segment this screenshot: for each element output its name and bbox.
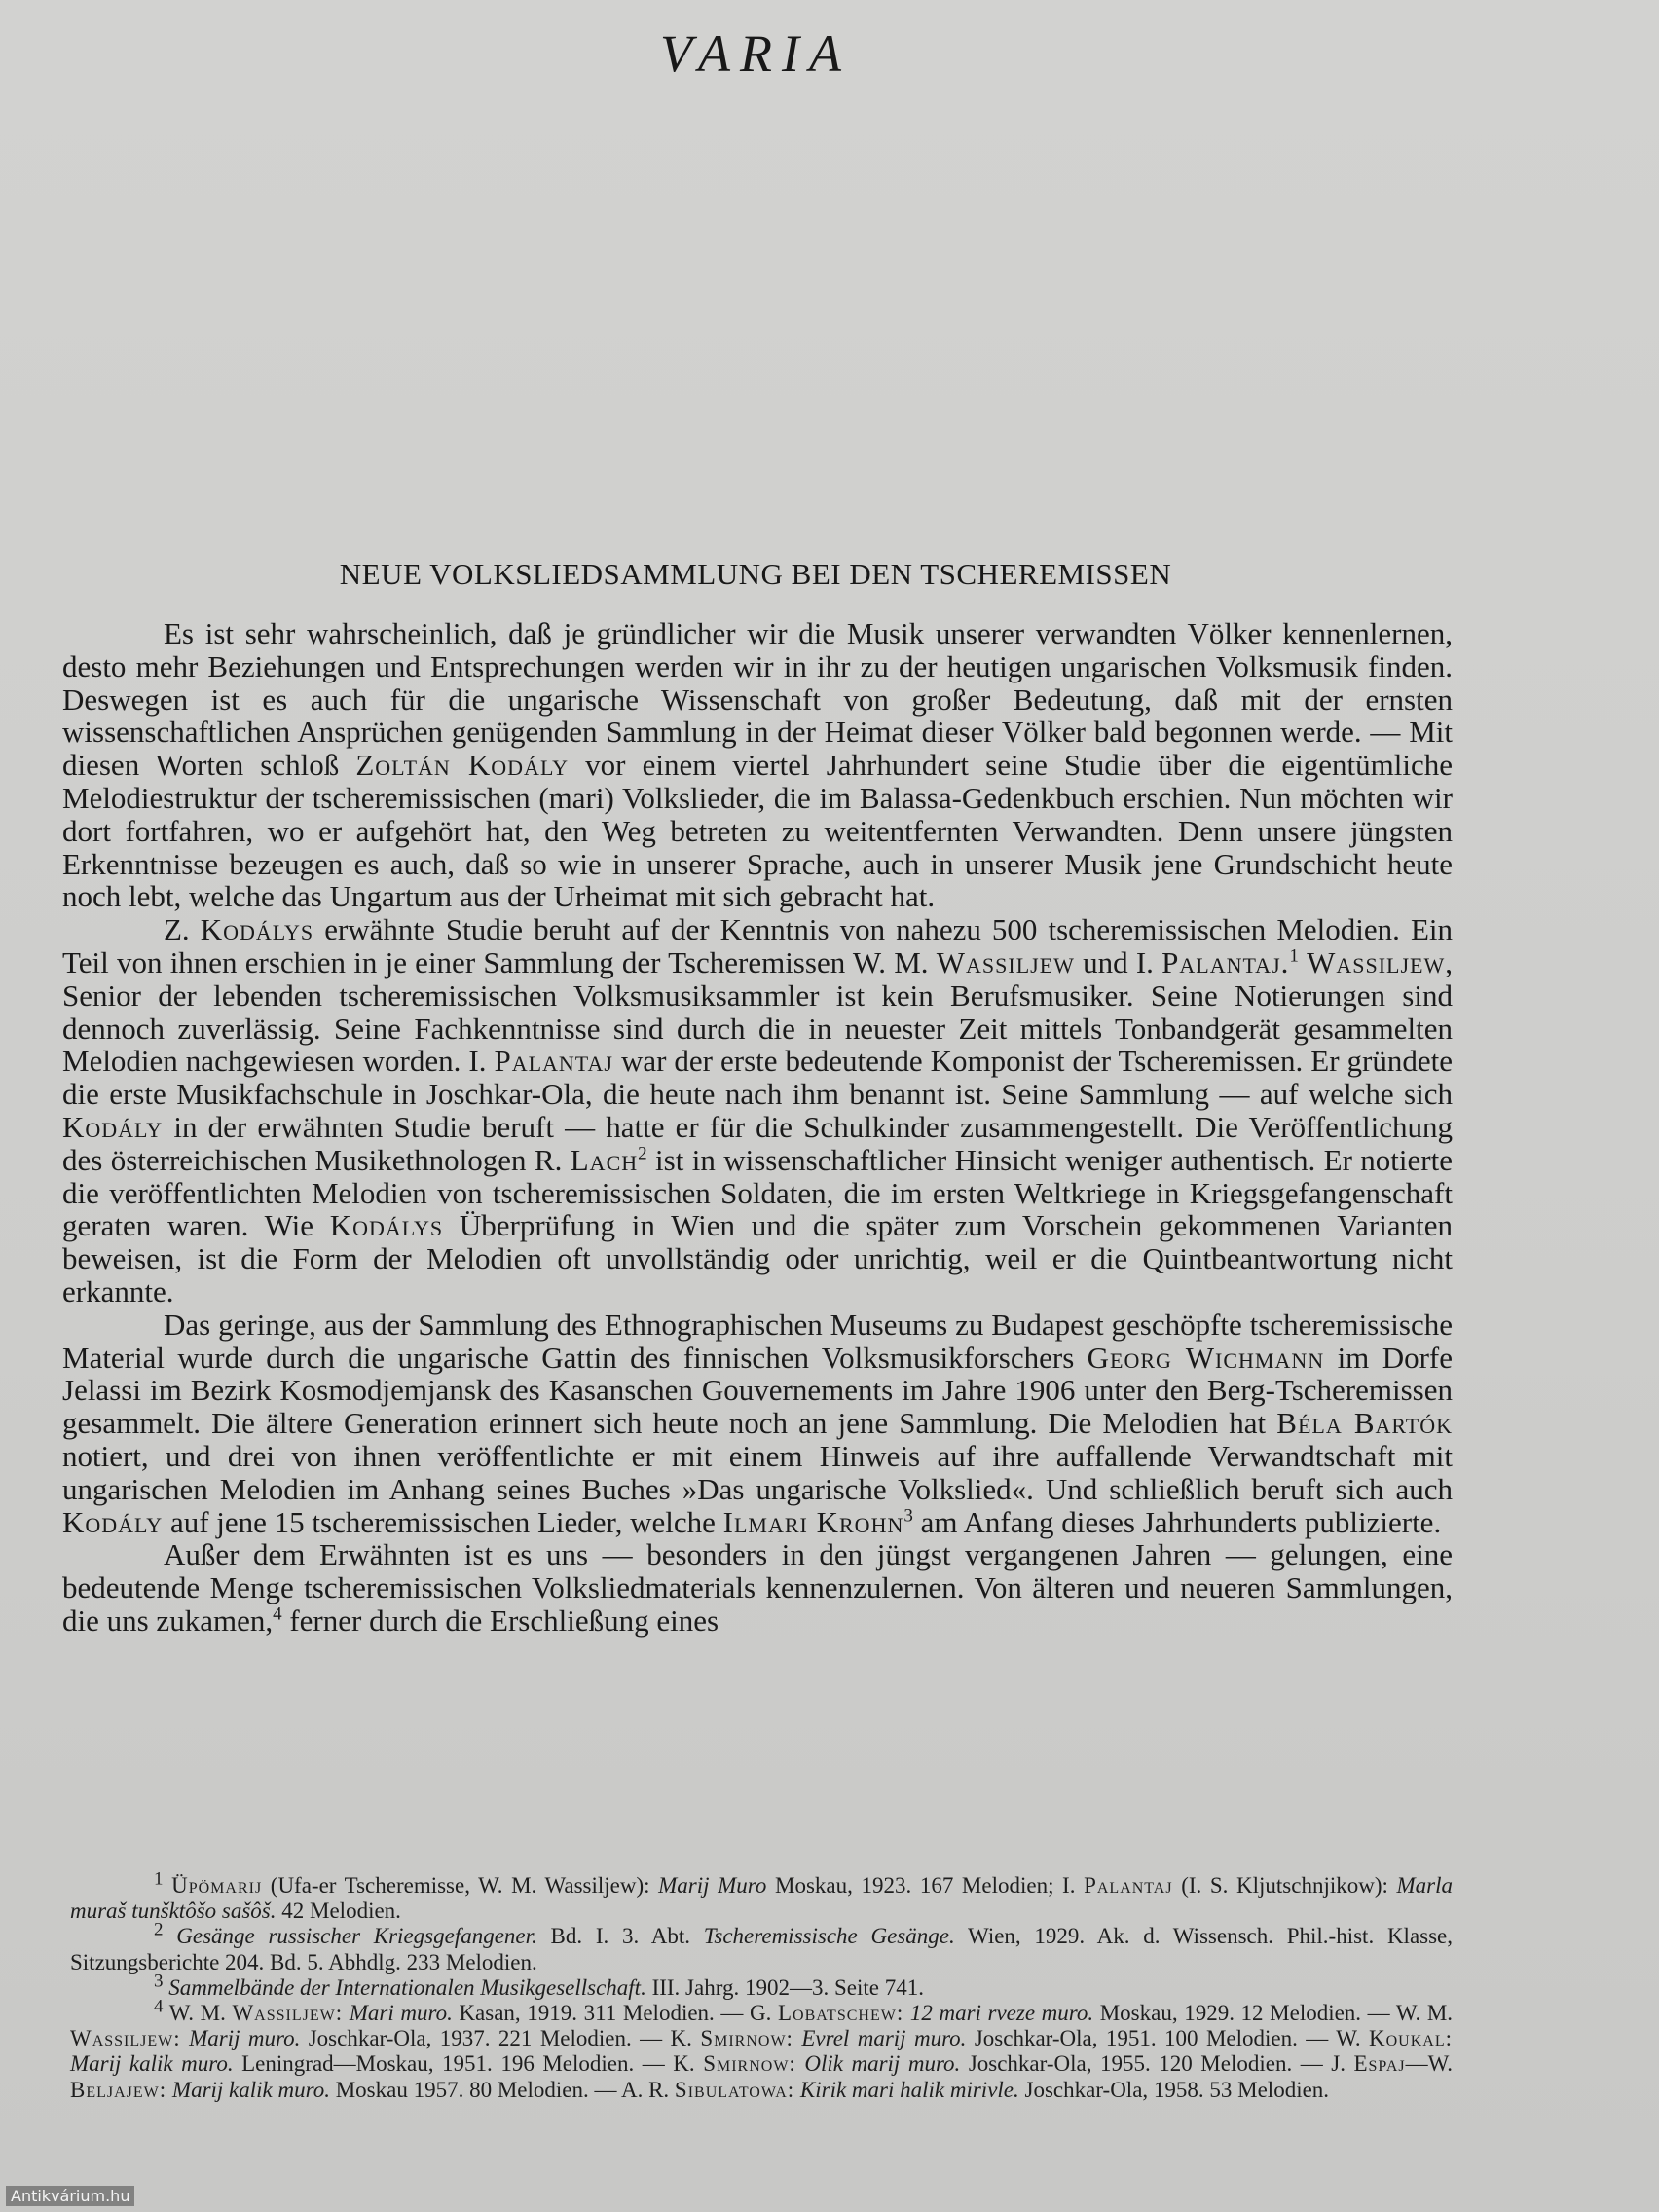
paragraph-4: Außer dem Erwähnten ist es uns — besonders in den jüngst vergangenen Jahren — gelungen, eine bedeutende Menge tscheremissischen Volksliedmaterials kennenzulernen. Von älteren und neueren Sammlungen, die uns zukamen,$^4$ ferner durch die Erschließung eines xyxy=(62,1537,1453,1638)
footnote-3: $^3$ Sammelbände der Internationalen Musikgesellschaft. III. Jahrg. 1902—3. Seite 741. xyxy=(154,1971,924,2000)
running-head: VARIA xyxy=(660,24,851,83)
footnote-ref-4: 4 xyxy=(273,1604,282,1625)
footnote-ref-2: 2 xyxy=(638,1143,647,1164)
footnote-2: $^2$ Gesänge russischer Kriegsgefangener. Bd. I. 3. Abt. Tscheremissische Gesänge. Wien, 1929. Ak. d. Wissensch. Phil.-hist. Klasse, Sitzungsberichte 204. Bd. 5. Abhdlg. 233 Melodien. xyxy=(70,1919,1454,1974)
paragraph-1: Es ist sehr wahrscheinlich, daß je gründlicher wir die Musik unserer verwandten Völker kennenlernen, desto mehr Beziehungen und Entsprechungen werden wir in ihr zu der heutigen ungarischen Volksmusik finden. Deswegen ist es auch für die ungarische Wissenschaft von großer Bedeutung, daß mit der ernsten wissenschaftlichen Ansprüchen genügenden Sammlung in der Heimat dieser Völker bald begonnen werde. — Mit diesen Worten schloß Zoltán Kodály vor einem viertel Jahrhundert seine Studie über die eigentümliche Melodiestruktur der tscheremissischen (mari) Volkslieder, die im Balassa-Gedenkbuch erschien. Nun möchten wir dort fortfahren, wo er aufgehört hat, den Weg betreten zu weitentfernten Verwandten. Denn unsere jüngsten Erkenntnisse bezeugen es auch, daß so wie in unserer Sprache, auch in unserer Musik jene Grundschicht heute noch lebt, welche das Ungartum aus der Urheimat mit sich gebracht hat. xyxy=(62,616,1453,914)
article-title: NEUE VOLKSLIEDSAMMLUNG BEI DEN TSCHEREMISSEN xyxy=(339,557,1172,591)
paragraph-2: Z. Kodálys erwähnte Studie beruht auf der Kenntnis von nahezu 500 tscheremissischen Melodien. Ein Teil von ihnen erschien in je einer Sammlung der Tscheremissen W. M. Wassiljew und I. Palantaj.$^1$ Wassiljew, Senior der lebenden tscheremissischen Volksmusiksammler ist kein Berufsmusiker. Seine Notierungen sind dennoch zuverlässig. Seine Fachkenntnisse sind durch die in neuester Zeit mittels Tonbandgerät gesammelten Melodien nachgewiesen worden. I. Palantaj war der erste bedeutende Komponist der Tscheremissen. Er gründete die erste Musikfachschule in Joschkar-Ola, die heute nach ihm benannt ist. Seine Sammlung — auf welche sich Kodály in der erwähnten Studie beruft — hatte er für die Schulkinder zusammengestellt. Die Veröffentlichung des österreichischen Musikethnologen R. Lach$^2$ ist in wissenschaftlicher Hinsicht weniger authentisch. Er notierte die veröffentlichten Melodien von tscheremissischen Soldaten, die im ersten Weltkriege in Kriegsgefangenschaft geraten waren. Wie Kodálys Überprüfung in Wien und die später zum Vorschein gekommenen Varianten beweisen, ist die Form der Melodien oft unvollständig oder unrichtig, weil er die Quintbeantwortung nicht erkannte. xyxy=(62,912,1453,1309)
paragraph-3: Das geringe, aus der Sammlung des Ethnographischen Museums zu Budapest geschöpfte tscheremissische Material wurde durch die ungarische Gattin des finnischen Volksmusikforschers Georg Wichmann im Dorfe Jelassi im Bezirk Kosmodjemjansk des Kasanschen Gouvernements im Jahre 1906 unter den Berg-Tscheremissen gesammelt. Die ältere Generation erinnert sich heute noch an jene Sammlung. Die Melodien hat Béla Bartók notiert, und drei von ihnen veröffentlichte er mit einem Hinweis auf ihre auffallende Verwandtschaft mit ungarischen Melodien im Anhang seines Buches »Das ungarische Volkslied«. Und schließlich beruft sich auch Kodály auf jene 15 tscheremissischen Lieder, welche Ilmari Krohn$^3$ am Anfang dieses Jahrhunderts publizierte. xyxy=(62,1307,1453,1539)
footnotes xyxy=(70,1868,1454,2103)
footnote-1: $^1$ Üpömarij (Ufa-er Tscheremisse, W. M. Wassiljew): Marij Muro Moskau, 1923. 167 Melodien; I. Palantaj (I. S. Kljutschnjikow): Marla muraš tunšktôšo sašôš. 42 Melodien. xyxy=(70,1868,1453,1924)
footnote-ref-3: 3 xyxy=(903,1505,913,1527)
article-body xyxy=(62,617,1453,1638)
footnote-ref-1: 1 xyxy=(1289,945,1299,967)
watermark: Antikvárium.hu xyxy=(6,2186,134,2206)
footnote-4: $^4$ W. M. Wassiljew: Mari muro. Kasan, 1919. 311 Melodien. — G. Lobatschew: 12 mari rveze muro. Moskau, 1929. 12 Melodien. — W. M. Wassiljew: Marij muro. Joschkar-Ola, 1937. 221 Melodien. — K. Smirnow: Evrel marij muro. Joschkar-Ola, 1951. 100 Melodien. — W. Koukal: Marij kalik muro. Leningrad—Moskau, 1951. 196 Melodien. — K. Smirnow: Olik marij muro. Joschkar-Ola, 1955. 120 Melodien. — J. Espaj—W. Beljajew: Marij kalik muro. Moskau 1957. 80 Melodien. — A. R. Sibulatowa: Kirik mari halik mirivle. Joschkar-Ola, 1958. 53 Melodien. xyxy=(70,1996,1454,2102)
author-name: Zoltán Kodály xyxy=(355,748,570,783)
